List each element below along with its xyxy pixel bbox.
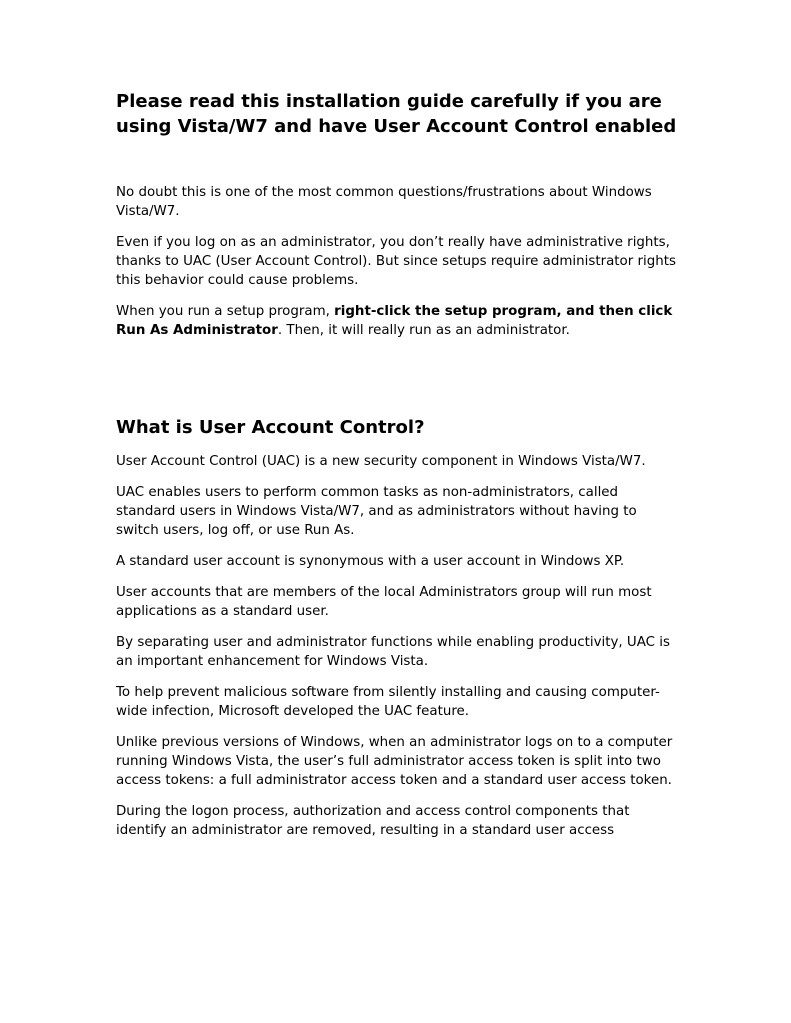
uac-paragraph: User accounts that are members of the local Administrators group will run most applications as a standard user. <box>116 585 652 619</box>
spacer <box>116 290 678 302</box>
intro-paragraph-3-start: When you run a setup program, <box>116 304 335 319</box>
spacer <box>116 471 678 483</box>
intro-paragraph-2: Even if you log on as an administrator, you don’t really have administrative rights, thanks to UAC (User Account Control). But since setups require administrator rights this behavior could cause problems. <box>116 235 676 288</box>
spacer <box>116 621 678 633</box>
spacer <box>116 721 678 733</box>
spacer <box>116 790 678 802</box>
spacer <box>116 571 678 583</box>
uac-paragraph: A standard user account is synonymous with a user account in Windows XP. <box>116 554 625 569</box>
spacer <box>116 671 678 683</box>
intro-paragraph-1: No doubt this is one of the most common questions/frustrations about Windows Vista/W7. <box>116 185 652 219</box>
uac-section-heading: What is User Account Control? <box>116 417 425 438</box>
document-page <box>116 90 678 840</box>
spacer <box>116 440 678 452</box>
uac-paragraph: To help prevent malicious software from silently installing and causing computer-wide infection, Microsoft developed the UAC feature. <box>116 685 660 719</box>
uac-paragraph: UAC enables users to perform common tasks as non-administrators, called standard users in Windows Vista/W7, and as administrators without having to switch users, log off, or use Run As. <box>116 485 637 538</box>
spacer <box>116 540 678 552</box>
spacer <box>116 340 678 416</box>
uac-paragraph: Unlike previous versions of Windows, when an administrator logs on to a computer running Windows Vista, the user’s full administrator access token is split into two access tokens: a full administrator access token and a standard user access token. <box>116 735 673 788</box>
intro-paragraph-3-end: . Then, it will really run as an administrator. <box>277 323 570 338</box>
uac-paragraph: During the logon process, authorization and access control components that identify an administrator are removed, resulting in a standard user access <box>116 804 630 838</box>
run-as-admin-instruction: right-click the setup program, and then click Run As Administrator <box>116 304 673 338</box>
uac-paragraph: User Account Control (UAC) is a new security component in Windows Vista/W7. <box>116 454 646 469</box>
spacer <box>116 221 678 233</box>
spacer <box>116 139 678 183</box>
uac-paragraph: By separating user and administrator functions while enabling productivity, UAC is an important enhancement for Windows Vista. <box>116 635 670 669</box>
intro-paragraph-3 <box>116 302 678 340</box>
guide-title: Please read this installation guide carefully if you are using Vista/W7 and have User Account Control enabled <box>116 91 677 137</box>
